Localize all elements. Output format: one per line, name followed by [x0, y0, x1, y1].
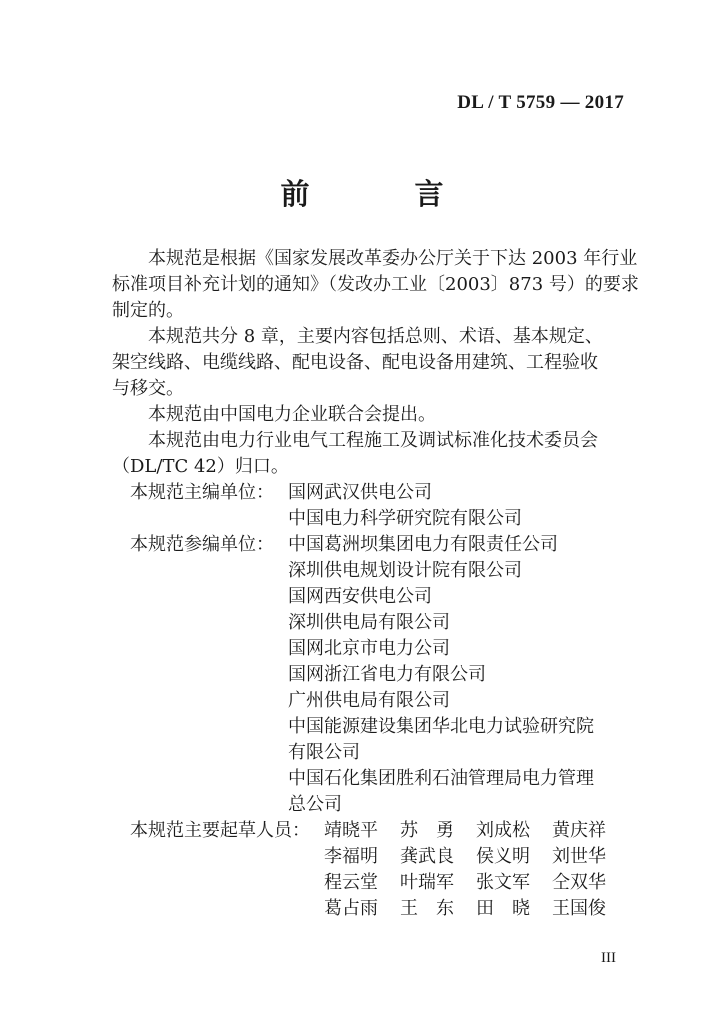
text-line: 本规范是根据《国家发展改革委办公厅关于下达 2003 年行业 — [148, 248, 638, 269]
page-number: III — [601, 950, 616, 966]
drafters-grid — [324, 818, 628, 922]
drafter-name: 程云堂 — [324, 872, 378, 893]
chief-editor-units — [112, 480, 628, 532]
org-item: 国网北京市电力公司 — [288, 638, 450, 659]
text-line: （DL/TC 42）归口。 — [112, 456, 289, 477]
org-item: 中国石化集团胜利石油管理局电力管理 — [288, 768, 594, 789]
foreword-body — [112, 246, 639, 922]
text-line: 与移交。 — [112, 378, 184, 399]
participating-label: 本规范参编单位： — [130, 534, 274, 555]
chief-editor-list — [288, 480, 628, 532]
drafter-name: 李福明 — [324, 846, 378, 867]
standard-code: DL / T 5759 — 2017 — [457, 92, 624, 113]
org-item: 中国能源建设集团华北电力试验研究院 — [288, 716, 594, 737]
drafter-name: 刘成松 — [476, 820, 530, 841]
drafter-name: 葛占雨 — [324, 898, 378, 919]
drafter-name: 靖晓平 — [324, 820, 378, 841]
paragraph-contents — [112, 324, 628, 402]
text-line: 本规范由电力行业电气工程施工及调试标准化技术委员会 — [148, 430, 598, 451]
participating-units — [112, 532, 628, 818]
org-item: 深圳供电局有限公司 — [288, 612, 450, 633]
drafter-name: 田 晓 — [476, 898, 530, 919]
org-item: 有限公司 — [288, 742, 360, 763]
drafter-name: 黄庆祥 — [552, 820, 606, 841]
drafters-label: 本规范主要起草人员： — [130, 820, 310, 841]
org-item: 总公司 — [288, 794, 342, 815]
drafter-name: 侯义明 — [476, 846, 530, 867]
org-item: 广州供电局有限公司 — [288, 690, 450, 711]
drafter-name: 龚武良 — [400, 846, 454, 867]
paragraph-administration — [112, 428, 628, 480]
drafter-name: 苏 勇 — [400, 820, 454, 841]
text-line: 本规范共分 8 章，主要内容包括总则、术语、基本规定、 — [148, 326, 603, 347]
drafter-name: 王国俊 — [552, 898, 606, 919]
org-item: 中国葛洲坝集团电力有限责任公司 — [288, 534, 558, 555]
text-line: 架空线路、电缆线路、配电设备、配电设备用建筑、工程验收 — [112, 352, 598, 373]
org-item: 国网西安供电公司 — [288, 586, 432, 607]
org-item: 中国电力科学研究院有限公司 — [288, 508, 522, 529]
participating-list — [288, 532, 628, 818]
paragraph-basis — [112, 246, 639, 324]
drafter-name: 叶瑞军 — [400, 872, 454, 893]
text-line: 制定的。 — [112, 300, 184, 321]
page-title: 前 言 — [280, 177, 482, 211]
org-item: 国网浙江省电力有限公司 — [288, 664, 486, 685]
chief-editor-label: 本规范主编单位： — [130, 482, 274, 503]
drafter-name: 仝双华 — [552, 872, 606, 893]
drafter-name: 王 东 — [400, 898, 454, 919]
text-line: 标准项目补充计划的通知》（发改办工业〔2003〕873 号）的要求 — [112, 274, 639, 295]
paragraph-proposer — [112, 402, 628, 428]
text-line: 本规范由中国电力企业联合会提出。 — [148, 404, 436, 425]
org-item: 深圳供电规划设计院有限公司 — [288, 560, 522, 581]
drafter-name: 张文军 — [476, 872, 530, 893]
main-drafters — [112, 818, 628, 922]
drafter-name: 刘世华 — [552, 846, 606, 867]
org-item: 国网武汉供电公司 — [288, 482, 432, 503]
